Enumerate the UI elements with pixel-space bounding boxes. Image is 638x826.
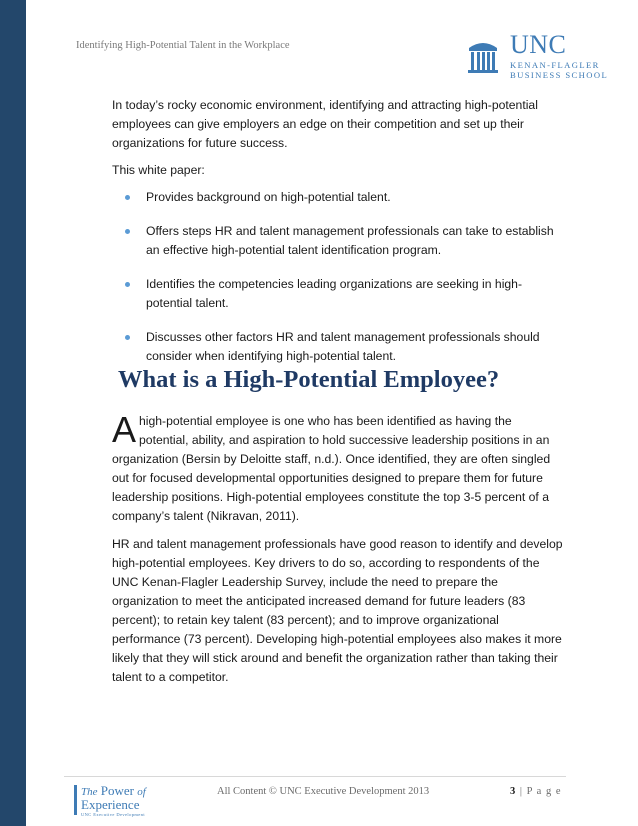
old-well-icon (466, 36, 500, 76)
footer-page-number (510, 786, 562, 797)
bullet-item (112, 275, 562, 313)
bullet-text: Provides background on high-potential talent. (146, 190, 391, 204)
bullet-dot-icon (125, 282, 130, 287)
intro-lead: This white paper: (112, 163, 205, 177)
side-bar (0, 0, 26, 826)
section-paragraph-1-text: high-potential employee is one who has been identified as having the potential, ability, and aspiration to hold successive leadership positions in an organization (Bersin by Deloitte staff, n.d.). Once identified, they are often singled out for focused developmental opportunities designed to prepare them for future leadership positions. High-potential employees constitute the top 3-5 percent of a company’s talent (Nikravan, 2011). (112, 414, 551, 523)
drop-cap: A (112, 409, 137, 450)
bullet-dot-icon (125, 335, 130, 340)
intro-section (112, 96, 562, 381)
power-of-experience-logo (74, 783, 164, 819)
logo-kenan-flagler-text: KENAN-FLAGLER (510, 60, 600, 70)
logo-unc-text: UNC (510, 30, 567, 59)
bullet-dot-icon (125, 195, 130, 200)
page-label: | P a g e (519, 786, 562, 797)
footer-logo-experience: Experience (81, 797, 140, 812)
bullet-item (112, 328, 562, 366)
bullet-text: Identifies the competencies leading organizations are seeking in high-potential talent. (146, 277, 523, 310)
header-title: Identifying High-Potential Talent in the Workplace (76, 40, 290, 51)
section-heading: What is a High-Potential Employee? (118, 366, 500, 393)
footer-logo-sub: UNC Executive Development (81, 812, 145, 817)
section-body (112, 409, 564, 687)
bullet-dot-icon (125, 229, 130, 234)
bullet-text: Offers steps HR and talent management professionals can take to establish an effective high-potential talent identification program. (146, 224, 554, 257)
intro-paragraph: In today’s rocky economic environment, identifying and attracting high-potential employees can give employers an edge on their competition and set up their organizations for future success. (112, 98, 538, 150)
bullet-item (112, 188, 562, 207)
section-paragraph-1 (112, 409, 564, 526)
section-paragraph-2: HR and talent management professionals have good reason to identify and develop high-potential employees. Key drivers to do so, according to respondents of the UNC Kenan-Flagler Leadership Survey, include the need to prepare the organization to meet the anticipated increased demand for future leaders (83 percent); to retain key talent (83 percent); and to improve organizational performance (73 percent). Developing high-potential employees also makes it more likely that they will stick around and benefit the organization rather than taking their talent to a competitor. (112, 537, 563, 684)
footer-divider (64, 776, 566, 777)
footer-logo-power: Power (100, 783, 134, 798)
page-number: 3 (510, 786, 517, 797)
logo-business-school-text: BUSINESS SCHOOL (510, 70, 609, 80)
footer-copyright: All Content © UNC Executive Development 2013 (217, 786, 430, 797)
footer-logo-bar (74, 785, 77, 815)
unc-kenan-flagler-logo (466, 30, 616, 80)
bullet-list (112, 188, 562, 366)
bullet-item (112, 222, 562, 260)
footer-logo-of: of (137, 786, 146, 798)
bullet-text: Discusses other factors HR and talent management professionals should consider when identifying high-potential talent. (146, 330, 540, 363)
footer-logo-the: The (81, 786, 98, 798)
